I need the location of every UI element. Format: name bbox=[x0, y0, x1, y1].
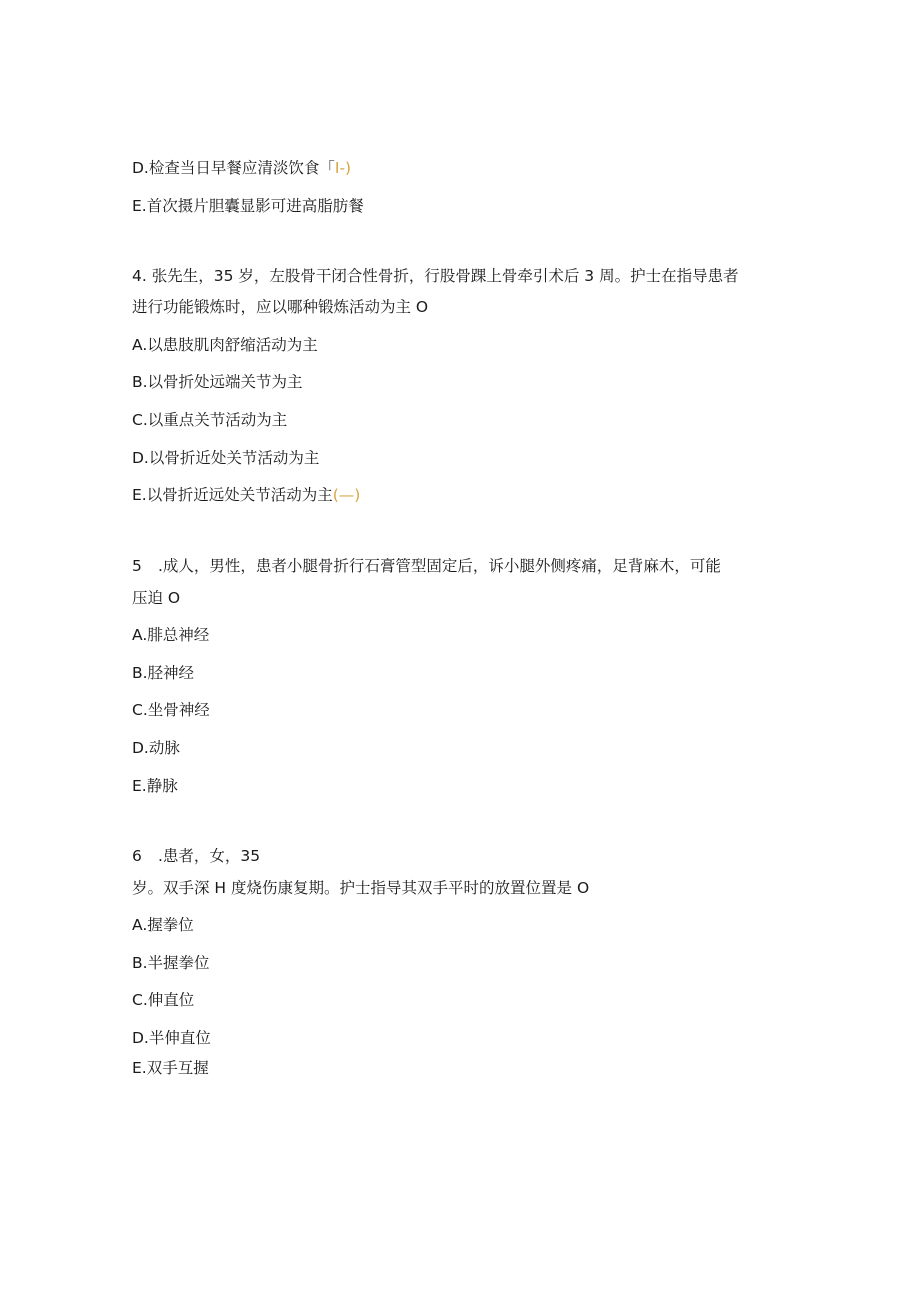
q4-option-c: C.以重点关节活动为主 bbox=[132, 411, 288, 429]
q4-option-e-answer-mark: (—) bbox=[332, 486, 361, 504]
q5-option-e: E.静脉 bbox=[132, 777, 178, 795]
q3-option-e: E.首次摄片胆囊显影可进高脂肪餐 bbox=[132, 197, 364, 215]
q4-option-b: B.以骨折处远端关节为主 bbox=[132, 373, 303, 391]
q4-option-e-text: E.以骨折近远处关节活动为主 bbox=[132, 486, 333, 504]
q3-option-d bbox=[132, 158, 351, 178]
q5-option-c: C.坐骨神经 bbox=[132, 701, 210, 719]
q6-number: 6 bbox=[132, 847, 142, 865]
q6-option-e: E.双手互握 bbox=[132, 1059, 209, 1077]
q6-stem-text: .患者，女，35 bbox=[158, 847, 261, 865]
q4-stem-line2: 进行功能锻炼时，应以哪种锻炼活动为主 O bbox=[132, 298, 429, 316]
q5-number: 5 bbox=[132, 557, 142, 575]
q4-option-e bbox=[132, 485, 360, 505]
q6-option-d: D.半伸直位 bbox=[132, 1029, 211, 1047]
q5-stem-line1 bbox=[132, 556, 721, 576]
q5-option-b: B.胫神经 bbox=[132, 664, 195, 682]
q5-stem-text: .成人，男性，患者小腿骨折行石膏管型固定后，诉小腿外侧疼痛，足背麻木，可能 bbox=[158, 557, 721, 575]
q3-option-d-answer-mark: I-) bbox=[334, 159, 352, 177]
q6-option-c: C.伸直位 bbox=[132, 991, 195, 1009]
q3-option-d-text: D.检查当日早餐应清淡饮食「 bbox=[132, 159, 335, 177]
q6-stem-line2: 岁。双手深 H 度烧伤康复期。护士指导其双手平时的放置位置是 O bbox=[132, 879, 590, 897]
q6-option-a: A.握拳位 bbox=[132, 916, 194, 934]
q4-stem-line1: 4. 张先生，35 岁，左股骨干闭合性骨折，行股骨踝上骨牵引术后 3 周。护士在指导患者 bbox=[132, 267, 739, 285]
q4-option-a: A.以患肢肌肉舒缩活动为主 bbox=[132, 336, 318, 354]
q4-option-d: D.以骨折近处关节活动为主 bbox=[132, 449, 320, 467]
q5-option-a: A.腓总神经 bbox=[132, 626, 210, 644]
q6-stem-line1 bbox=[132, 846, 260, 866]
q5-option-d: D.动脉 bbox=[132, 739, 180, 757]
q6-option-b: B.半握拳位 bbox=[132, 954, 210, 972]
q5-stem-line2: 压迫 O bbox=[132, 589, 181, 607]
